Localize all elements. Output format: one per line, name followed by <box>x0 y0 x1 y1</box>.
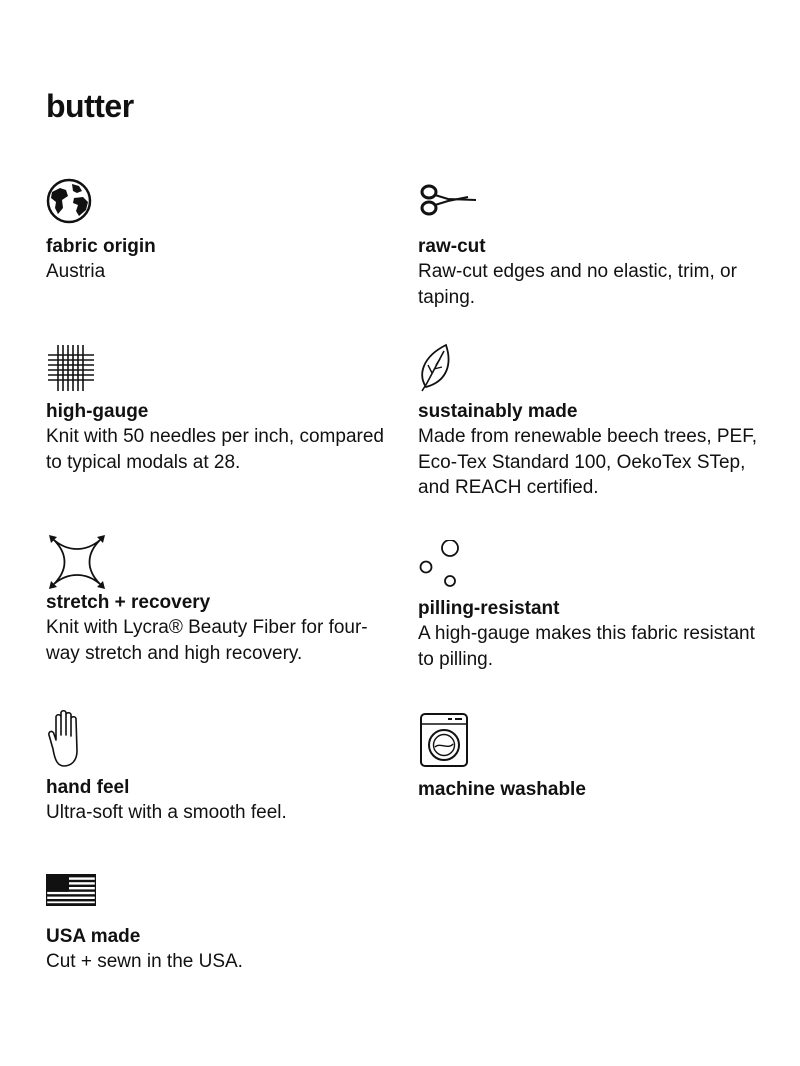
feature-title: machine washable <box>418 779 586 800</box>
feature-usa-made <box>46 874 391 975</box>
feature-title: fabric origin <box>46 236 156 257</box>
feature-pilling-resistant <box>418 540 763 672</box>
knit-grid-icon <box>46 343 391 393</box>
feature-raw-cut <box>418 178 763 310</box>
hand-icon <box>46 709 391 759</box>
feature-sustainably-made <box>418 343 763 501</box>
leaf-icon <box>418 343 763 393</box>
stretch-arrows-icon <box>46 534 391 584</box>
product-title: butter <box>46 88 134 124</box>
feature-description: Cut + sewn in the USA. <box>46 951 243 972</box>
feature-description: A high-gauge makes this fabric resistant to pilling. <box>418 623 755 670</box>
feature-title: USA made <box>46 926 141 947</box>
feature-title: high-gauge <box>46 401 149 422</box>
feature-description: Raw-cut edges and no elastic, trim, or taping. <box>418 261 737 308</box>
feature-description: Ultra-soft with a smooth feel. <box>46 802 287 823</box>
feature-machine-washable <box>418 713 763 802</box>
feature-title: sustainably made <box>418 401 578 422</box>
feature-high-gauge <box>46 343 391 475</box>
feature-description: Austria <box>46 261 106 282</box>
washing-machine-icon <box>418 711 763 761</box>
feature-title: pilling-resistant <box>418 598 560 619</box>
feature-description: Knit with 50 needles per inch, compared to typical modals at 28. <box>46 426 384 473</box>
feature-stretch-recovery <box>46 540 391 666</box>
feature-hand-feel <box>46 713 391 826</box>
feature-title: hand feel <box>46 777 130 798</box>
globe-icon <box>46 178 391 228</box>
feature-title: stretch + recovery <box>46 592 211 613</box>
feature-fabric-origin <box>46 178 391 285</box>
feature-title: raw-cut <box>418 236 486 257</box>
scissors-icon <box>418 178 763 228</box>
usa-flag-icon <box>46 874 391 924</box>
feature-description: Made from renewable beech trees, PEF, Eco-Tex Standard 100, OekoTex STep, and REACH certified. <box>418 426 758 498</box>
bubbles-icon <box>418 540 763 590</box>
feature-description: Knit with Lycra® Beauty Fiber for four-way stretch and high recovery. <box>46 617 368 664</box>
